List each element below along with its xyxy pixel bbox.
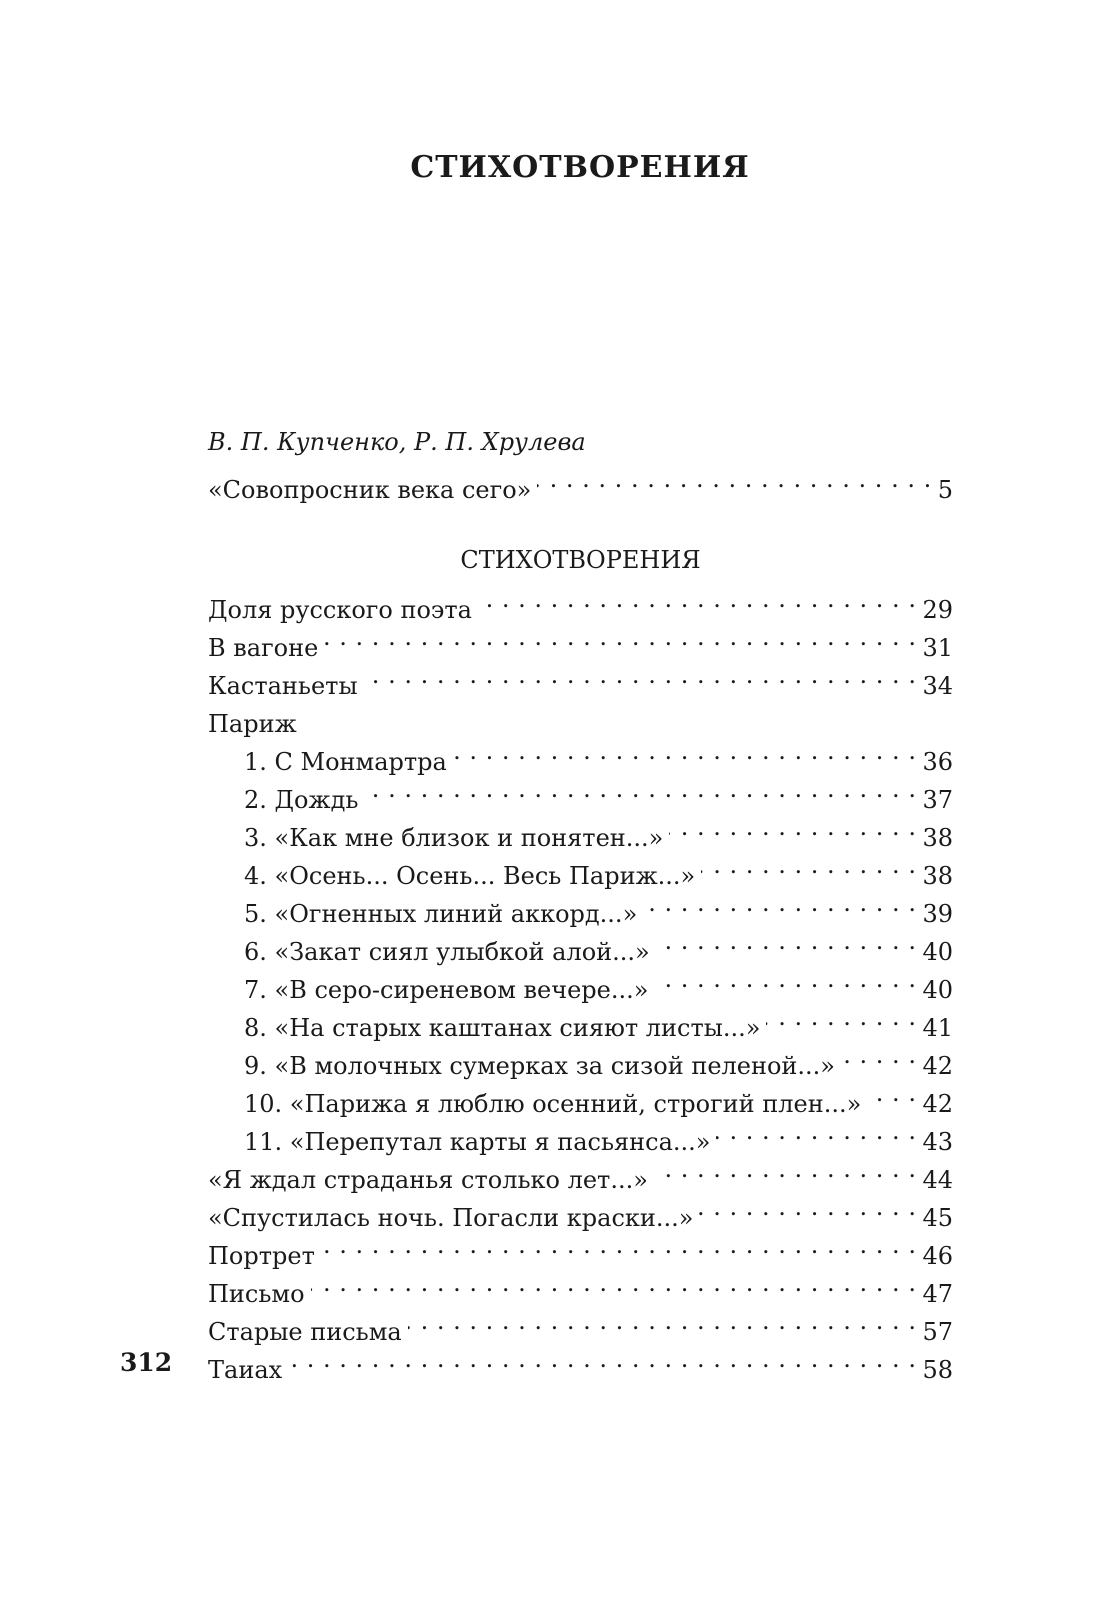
toc-entry-page: 31	[922, 634, 953, 662]
toc-entry	[208, 1340, 953, 1384]
toc-entry-page: 37	[922, 786, 953, 814]
toc-entry-title: 8. «На старых каштанах сияют листы...»	[244, 1014, 761, 1042]
toc-entry-page: 46	[922, 1242, 953, 1270]
toc-entry	[208, 1302, 953, 1346]
dot-leader	[643, 884, 916, 922]
toc-entry-title: Доля русского поэта	[208, 596, 472, 624]
dot-leader	[766, 998, 916, 1036]
toc-entry-title: Таиах	[208, 1356, 283, 1384]
toc-entry-title: «Я ждал страданья столько лет...»	[208, 1166, 648, 1194]
toc-entry-title: В вагоне	[208, 634, 319, 662]
dot-leader	[669, 808, 916, 846]
toc-entry-page: 58	[922, 1356, 953, 1384]
dot-leader	[311, 1264, 917, 1302]
toc-entry-page: 29	[922, 596, 953, 624]
toc-entry-title: 1. С Монмартра	[244, 748, 447, 776]
dot-leader	[303, 694, 947, 732]
toc-entry-page: 41	[922, 1014, 953, 1042]
section-heading: СТИХОТВОРЕНИЯ	[460, 546, 701, 574]
dot-leader	[654, 1150, 917, 1188]
toc-entry-page: 39	[922, 900, 953, 928]
dot-leader	[288, 1340, 916, 1378]
toc-entry-title: 2. Дождь	[244, 786, 359, 814]
toc-entry-page: 42	[922, 1090, 953, 1118]
dot-leader	[716, 1112, 916, 1150]
toc-entry-page: 5	[937, 476, 953, 504]
toc-entry-page: 47	[922, 1280, 953, 1308]
toc-entry-title: Письмо	[208, 1280, 305, 1308]
intro-authors: В. П. Купченко, Р. П. Хрулева	[208, 428, 586, 456]
dot-leader	[656, 922, 917, 960]
toc-entry-page: 45	[922, 1204, 953, 1232]
toc-group-heading	[208, 694, 953, 738]
toc-entry-title: 5. «Огненных линий аккорд...»	[244, 900, 638, 928]
toc-entry-title: Париж	[208, 710, 297, 738]
dot-leader	[654, 960, 916, 998]
toc-entry-title: 6. «Закат сиял улыбкой алой...»	[244, 938, 650, 966]
dot-leader	[453, 732, 917, 770]
toc-entry-page: 40	[922, 938, 953, 966]
dot-leader	[364, 656, 917, 694]
dot-leader	[364, 770, 916, 808]
dot-leader	[841, 1036, 916, 1074]
toc-entry-title: 9. «В молочных сумерках за сизой пеленой...»	[244, 1052, 835, 1080]
toc-entry-page: 34	[922, 672, 953, 700]
table-of-contents	[208, 424, 953, 1384]
dot-leader	[537, 460, 931, 498]
toc-entry-title: 7. «В серо-сиреневом вечере...»	[244, 976, 649, 1004]
toc-entry-title: «Спустилась ночь. Погасли краски...»	[208, 1204, 694, 1232]
toc-entry-page: 42	[922, 1052, 953, 1080]
toc-entry-title: 10. «Парижа я люблю осенний, строгий плен...»	[244, 1090, 862, 1118]
dot-leader	[701, 846, 916, 884]
toc-entry-title: 3. «Как мне близок и понятен...»	[244, 824, 664, 852]
toc-subentry	[208, 732, 953, 776]
toc-entry-page: 38	[922, 824, 953, 852]
toc-entry	[208, 580, 953, 624]
dot-leader	[324, 618, 916, 656]
toc-entry-title: 11. «Перепутал карты я пасьянса...»	[244, 1128, 711, 1156]
toc-entry-page: 57	[922, 1318, 953, 1346]
toc-entry	[208, 460, 953, 504]
toc-entry	[208, 656, 953, 700]
toc-entry-title: Старые письма	[208, 1318, 402, 1346]
toc-entry-title: «Совопросник века сего»	[208, 476, 532, 504]
toc-entry-title: Портрет	[208, 1242, 315, 1270]
toc-entry-page: 44	[922, 1166, 953, 1194]
toc-entry-title: 4. «Осень... Осень... Весь Париж...»	[244, 862, 696, 890]
toc-entry-title: Кастаньеты	[208, 672, 358, 700]
dot-leader	[321, 1226, 917, 1264]
dot-leader	[408, 1302, 917, 1340]
page-number: 312	[120, 1348, 173, 1377]
toc-entry	[208, 1264, 953, 1308]
page-title: СТИХОТВОРЕНИЯ	[410, 150, 750, 185]
toc-entry-page: 38	[922, 862, 953, 890]
toc-entry-page: 43	[922, 1128, 953, 1156]
toc-entry-page: 40	[922, 976, 953, 1004]
dot-leader	[867, 1074, 916, 1112]
dot-leader	[478, 580, 917, 618]
toc-entry-page: 36	[922, 748, 953, 776]
dot-leader	[699, 1188, 916, 1226]
